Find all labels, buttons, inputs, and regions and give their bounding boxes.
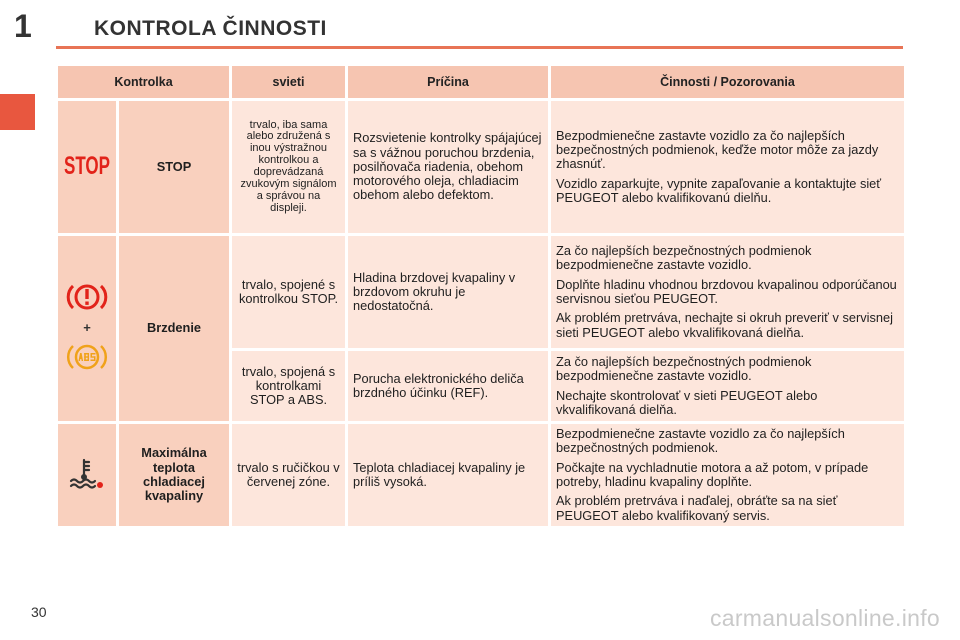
- cause-text: Porucha elektronického deliča brzdného účinku (REF).: [348, 351, 548, 421]
- action-text: Ak problém pretrváva i naďalej, obráťte sa na sieť PEUGEOT alebo kvalifikovaný servis.: [556, 493, 838, 523]
- page-number: 30: [31, 604, 47, 620]
- icon-cell: [58, 101, 116, 233]
- chapter-tab-marker: [0, 94, 35, 130]
- stop-icon: [63, 152, 111, 181]
- icon-cell: [58, 236, 116, 421]
- abs-icon: [67, 340, 107, 377]
- watermark: carmanualsonline.info: [709, 605, 940, 631]
- cause-text: Hladina brzdovej kvapaliny v brzdovom okruhu je nedostatočná.: [348, 236, 548, 348]
- action-text: Nechajte skontrolovať v sieti PEUGEOT alebo vkvalifikovaná dielňa.: [556, 387, 818, 417]
- column-header-cinnosti: Činnosti / Pozorovania: [551, 66, 904, 98]
- cause-text: Rozsvietenie kontrolky spájajúcej sa s vážnou poruchou brzdenia, posilňovača riadenia, obehom motorového oleja, chladiacim obehom alebo defektom.: [348, 101, 548, 233]
- lit-condition: trvalo s ručičkou v červenej zóne.: [232, 424, 345, 526]
- action-text: Bezpodmienečne zastavte vozidlo za čo najlepších bezpečnostných podmienok.: [556, 426, 845, 456]
- plus-sign: +: [83, 320, 91, 336]
- action-text: Za čo najlepších bezpečnostných podmienok bezpodmienečne zastavte vozidlo.: [556, 353, 812, 384]
- warning-lights-table: [55, 63, 907, 529]
- stop-icon-text: STOP: [64, 152, 110, 181]
- light-name: STOP: [119, 101, 229, 233]
- coolant-temperature-icon: [67, 456, 107, 493]
- chapter-number: 1: [14, 8, 32, 44]
- table-row: [58, 424, 904, 526]
- action-text: Bezpodmienečne zastavte vozidlo za čo najlepších bezpečnostných podmienok, keďže motor môže za jazdy zhasnúť.: [556, 127, 879, 172]
- action-text: Ak problém pretrváva, nechajte si okruh preveriť v servisnej sieti PEUGEOT alebo vkvalifikovaná dielňa.: [556, 310, 893, 340]
- action-cell: [551, 236, 904, 348]
- action-cell: [551, 424, 904, 526]
- table-row: [58, 101, 904, 233]
- lit-condition: trvalo, spojené s kontrolkou STOP.: [232, 236, 345, 348]
- table-header-row: [58, 66, 904, 98]
- column-header-pricina: Príčina: [348, 66, 548, 98]
- action-cell: [551, 351, 904, 421]
- column-header-svieti: svieti: [232, 66, 345, 98]
- light-name: Brzdenie: [119, 236, 229, 421]
- column-header-kontrolka: Kontrolka: [58, 66, 229, 98]
- brake-warning-icon: [67, 280, 107, 317]
- action-text: Za čo najlepších bezpečnostných podmienok bezpodmienečne zastavte vozidlo.: [556, 243, 812, 273]
- action-text: Vozidlo zaparkujte, vypnite zapaľovanie a kontaktujte sieť PEUGEOT alebo kvalifikovanú dielňu.: [556, 175, 882, 205]
- action-cell: [551, 101, 904, 233]
- light-name: Maximálna teplota chladiacej kvapaliny: [119, 424, 229, 526]
- table-row: [58, 236, 904, 348]
- page-title: KONTROLA ČINNOSTI: [94, 17, 327, 40]
- lit-condition: trvalo, spojená s kontrolkami STOP a ABS.: [232, 351, 345, 421]
- lit-condition: trvalo, iba sama alebo združená s inou výstražnou kontrolkou a doprevádzaná zvukovým signálom a správou na displeji.: [232, 101, 345, 233]
- icon-cell: [58, 424, 116, 526]
- title-divider: [56, 46, 903, 49]
- cause-text: Teplota chladiacej kvapaliny je príliš vysoká.: [348, 424, 548, 526]
- action-text: Počkajte na vychladnutie motora a až potom, v prípade potreby, hladinu kvapaliny doplňte.: [556, 459, 869, 489]
- action-text: Doplňte hladinu vhodnou brzdovou kvapalinou odporúčanou servisnou sieťou PEUGEOT.: [556, 276, 897, 306]
